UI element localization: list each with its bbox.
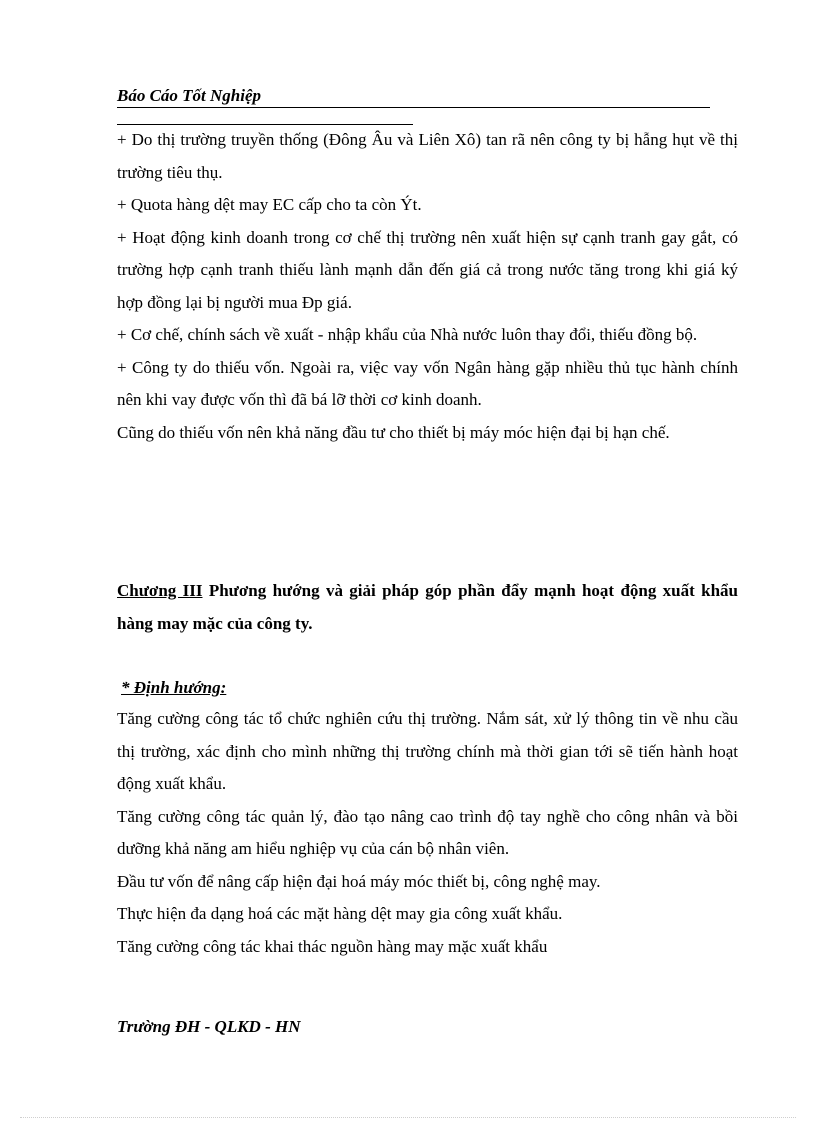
paragraph: + Quota hàng dệt may EC cấp cho ta còn Ýt.	[117, 195, 422, 214]
header-title: Báo Cáo Tốt Nghiệp	[117, 86, 262, 105]
paragraph: + Hoạt động kinh doanh trong cơ chế thị trường nên xuất hiện sự cạnh tranh gay gắt, có trường hợp cạnh tranh thiếu lành mạnh dẫn đến giá cả trong nước tăng trong khi giá ký hợp đồng lại bị người mua Ðp giá.	[117, 227, 738, 312]
chapter-heading	[117, 574, 738, 640]
orientation-heading: * Định hướng:	[121, 678, 227, 697]
page-header	[117, 86, 710, 108]
paragraph: Tăng cường công tác khai thác nguồn hàng may mặc xuất khẩu	[117, 936, 548, 956]
paragraph: + Cơ chế, chính sách về xuất - nhập khẩu của Nhà nước luôn thay đổi, thiếu đồng bộ.	[117, 325, 698, 344]
orientation-section	[117, 703, 738, 963]
difficulties-section	[117, 124, 738, 449]
paragraph: Tăng cường công tác quản lý, đào tạo nâng cao trình độ tay nghề cho công nhân và bồi dưỡng khả năng am hiểu nghiệp vụ của cán bộ nhân viên.	[117, 806, 738, 858]
paragraph: Thực hiện đa dạng hoá các mặt hàng dệt may gia công xuất khẩu.	[117, 904, 563, 923]
paragraph: Cũng do thiếu vốn nên khả năng đầu tư cho thiết bị máy móc hiện đại bị hạn chế.	[117, 422, 670, 442]
paragraph: Đầu tư vốn để nâng cấp hiện đại hoá máy móc thiết bị, công nghệ may.	[117, 871, 601, 891]
page-footer: Trường ĐH - QLKD - HN	[117, 1017, 301, 1036]
chapter-label: Chương III	[117, 581, 203, 600]
paragraph: Tăng cường công tác tổ chức nghiên cứu thị trường. Nắm sát, xử lý thông tin về nhu cầu thị trường, xác định cho mình những thị trường chính mà thời gian tới sẽ tiến hành hoạt động xuất khẩu.	[117, 709, 738, 793]
page-bottom-border	[20, 1117, 796, 1118]
paragraph: + Công ty do thiếu vốn. Ngoài ra, việc vay vốn Ngân hàng gặp nhiều thủ tục hành chính nên khi vay được vốn thì đã bá lỡ thời cơ kinh doanh.	[117, 357, 738, 409]
chapter-title: Phương hướng và giải pháp góp phần đẩy mạnh hoạt động xuất khẩu hàng may mặc của công ty.	[117, 581, 739, 633]
paragraph: + Do thị trường truyền thống (Đông Âu và Liên Xô) tan rã nên công ty bị hẫng hụt về thị trường tiêu thụ.	[117, 130, 738, 182]
